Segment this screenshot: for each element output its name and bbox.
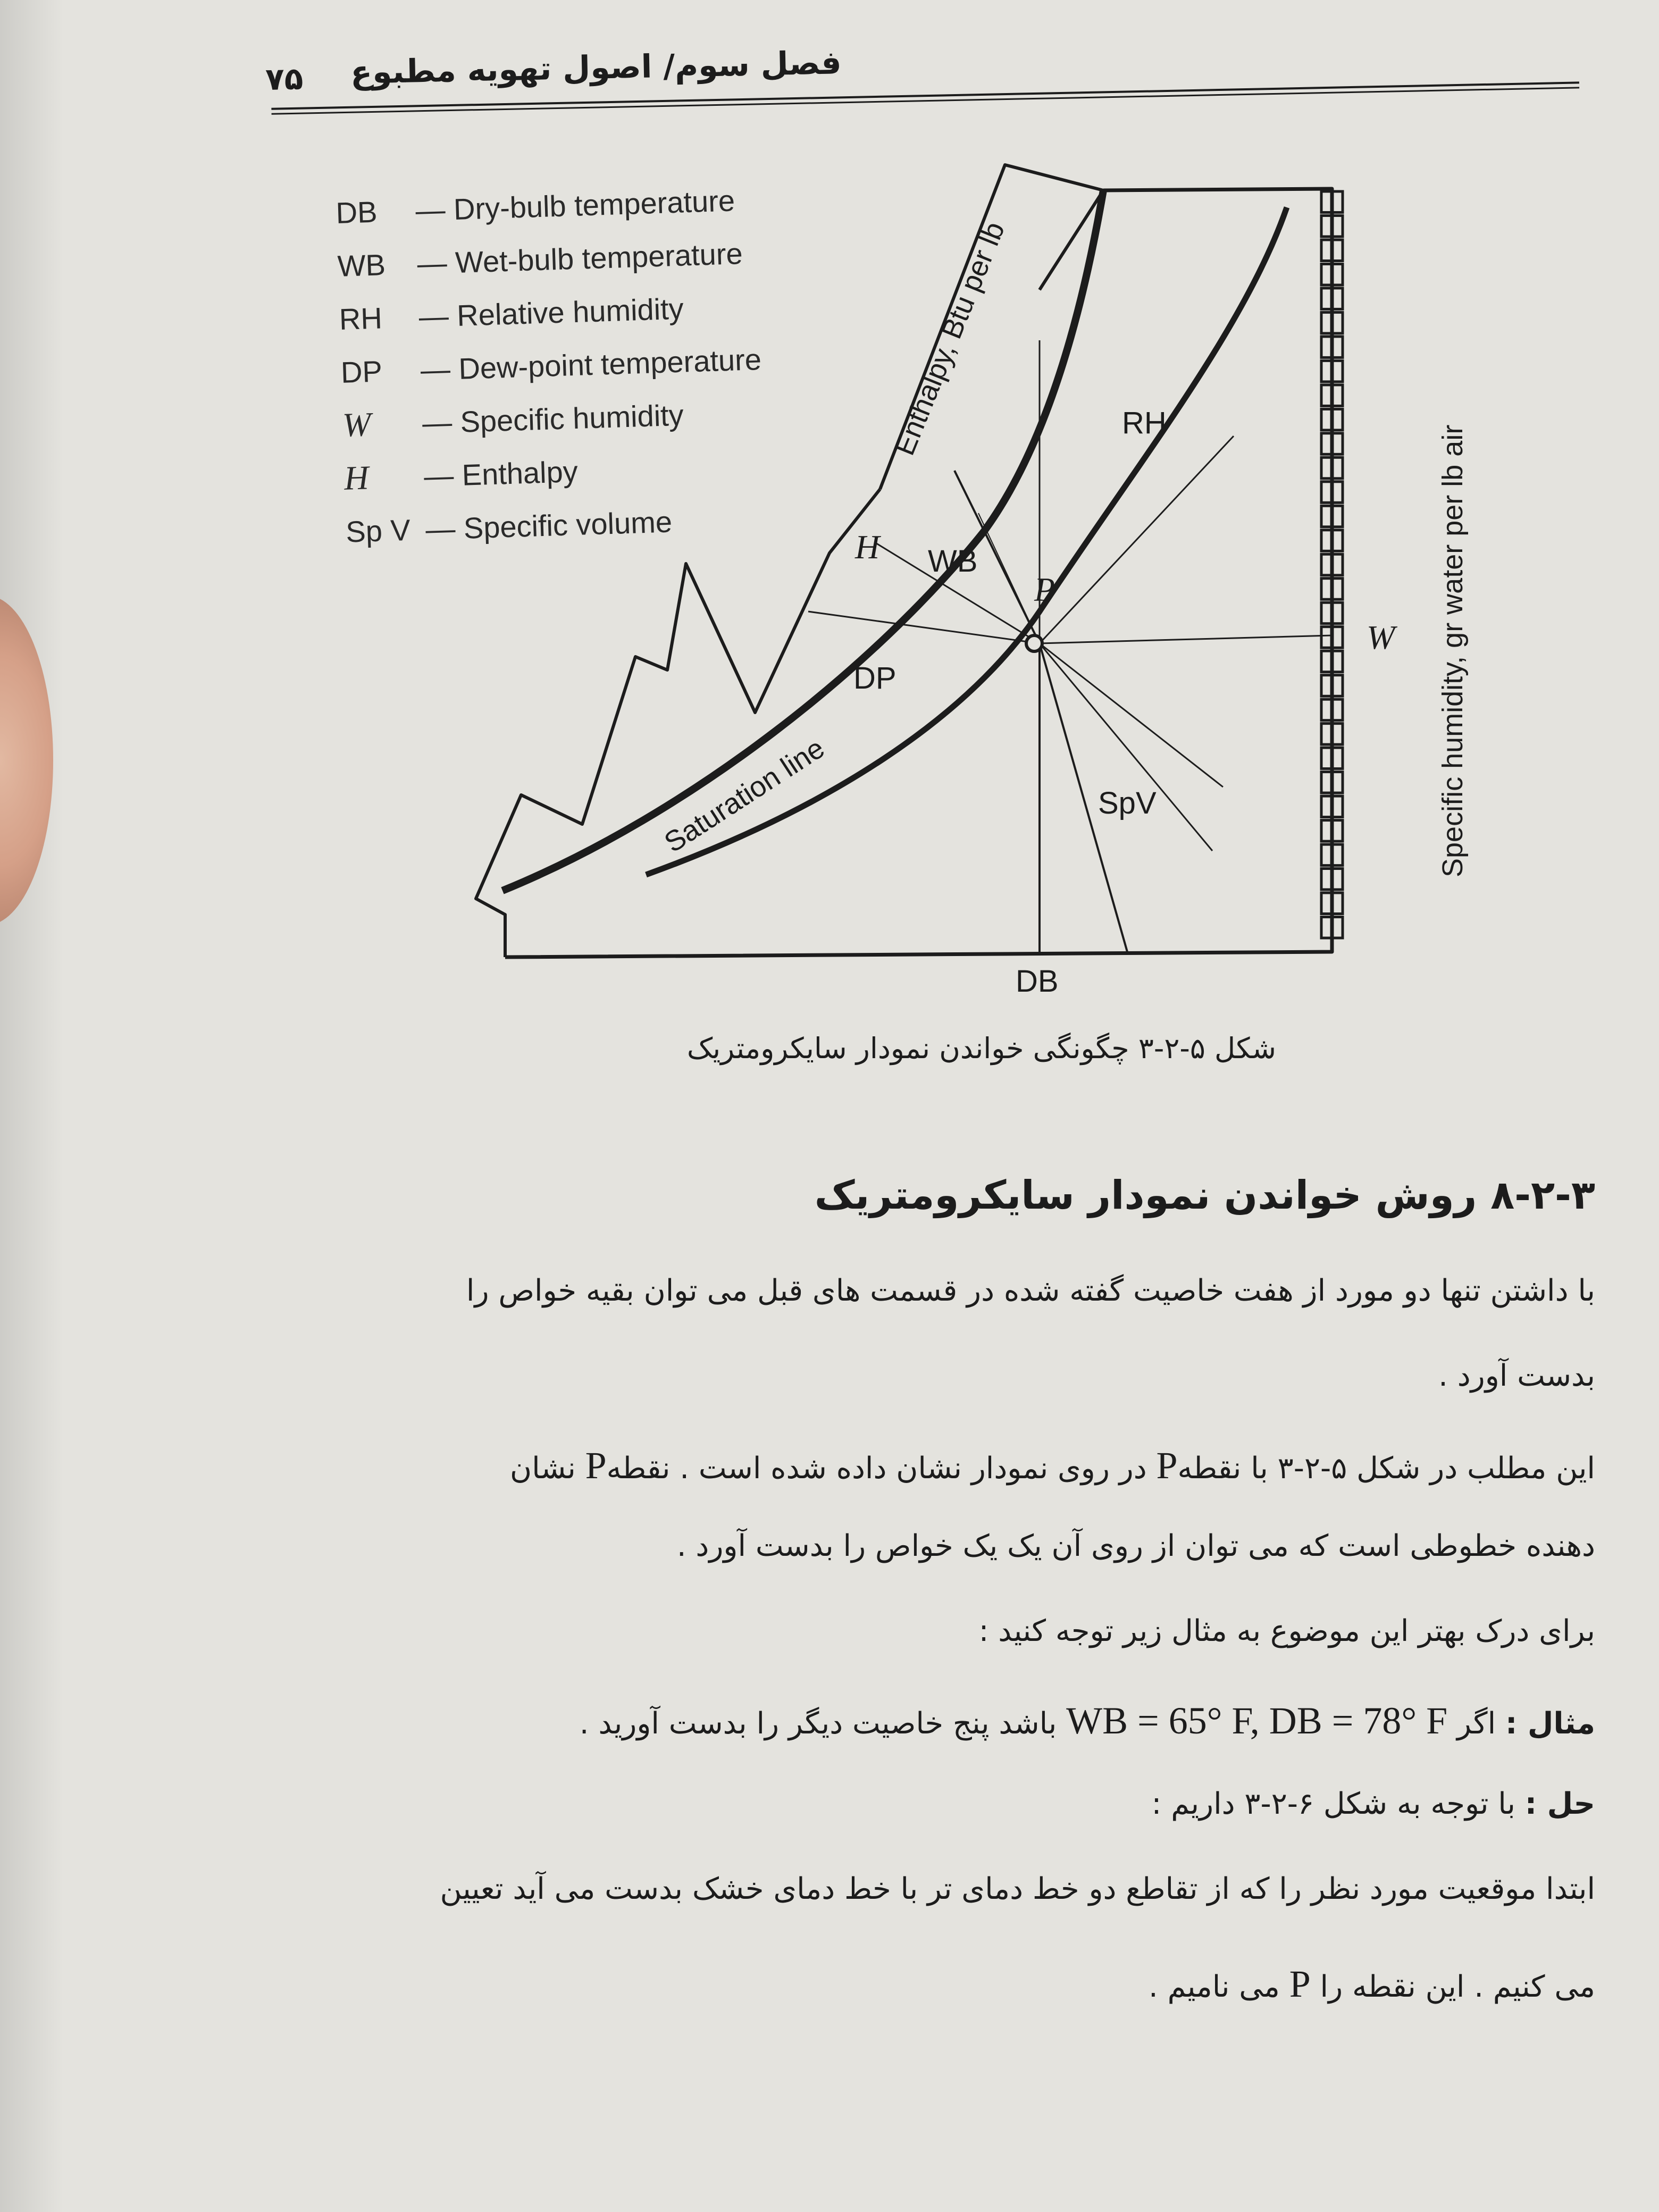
text-run: این مطلب در شکل ۵-۲-۳ با نقطه [1177, 1451, 1595, 1486]
point-p-ref: P [1289, 1963, 1311, 2005]
paragraph-line: با داشتن تنها دو مورد از هفت خاصیت گفته شده در قسمت های قبل می توان بقیه خواص را [466, 1273, 1595, 1308]
point-p [1026, 635, 1042, 651]
legend-label: Enthalpy [461, 454, 579, 492]
legend-label: Specific humidity [459, 398, 684, 439]
text-run: می نامیم . [1149, 1970, 1289, 2004]
text-run: با توجه به شکل ۶-۲-۳ داریم : [1151, 1787, 1525, 1821]
dp-line [808, 611, 1040, 643]
solution-lead: حل : [1524, 1787, 1595, 1821]
diagram-legend [335, 171, 825, 569]
paragraph-line [202, 1444, 1595, 1488]
legend-key: W [342, 405, 372, 444]
label-saturation-line: Saturation line [658, 732, 831, 859]
figure-caption: شکل ۵-۲-۳ چگونگی خواندن نمودار سایکرومتریک [686, 1032, 1276, 1065]
example-lead: مثال : [1505, 1706, 1595, 1741]
legend-key: Sp V [345, 513, 411, 549]
text-run: در روی نمودار نشان داده شده است . نقطه [606, 1451, 1157, 1486]
paragraph-line: بدست آورد . [1438, 1359, 1595, 1393]
legend-key: RH [338, 300, 383, 336]
spv-line-2 [1040, 643, 1223, 787]
legend-dash: — [415, 192, 446, 227]
label-rh: RH [1122, 406, 1167, 440]
text-run: باشد پنج خاصیت دیگر را بدست آورید . [579, 1706, 1067, 1741]
legend-key: WB [337, 247, 386, 283]
chapter-title: فصل سوم/ اصول تهویه مطبوع [350, 44, 842, 91]
point-p-ref: P [1156, 1444, 1178, 1487]
legend-label: Wet-bulb temperature [455, 236, 743, 279]
legend-dash: — [416, 245, 448, 280]
legend-dash: — [422, 405, 453, 440]
legend-dash: — [425, 511, 456, 546]
legend-label: Dew-point temperature [458, 342, 762, 386]
label-enthalpy-axis: Enthalpy, Btu per lb [888, 217, 1011, 460]
label-w: W [1367, 618, 1395, 656]
label-specific-humidity-axis: Specific humidity, gr water per lb air [1437, 424, 1469, 877]
label-p: P [1034, 571, 1055, 608]
legend-key: H [343, 458, 370, 497]
legend-label: Dry-bulb temperature [453, 183, 735, 226]
legend-dash: — [420, 351, 451, 387]
label-h: H [855, 528, 880, 566]
example-line [202, 1699, 1595, 1743]
legend-key: DP [340, 354, 383, 389]
paragraph-line: برای درک بهتر این موضوع به مثال زیر توجه کنید : [978, 1614, 1595, 1648]
solution-line [202, 1787, 1595, 1821]
legend-key: DB [335, 195, 378, 230]
legend-label: Relative humidity [456, 291, 684, 332]
section-heading: ۸-۲-۳ روش خواندن نمودار سایکرومتریک [814, 1172, 1595, 1218]
paragraph-line: ابتدا موقعیت مورد نظر را که از تقاطع دو خط دمای تر با خط دمای خشک بدست می آید تعیین [440, 1872, 1595, 1906]
text-run: اگر [1447, 1706, 1505, 1741]
label-dp: DP [853, 661, 896, 696]
legend-dash: — [423, 458, 455, 493]
paragraph-line [202, 1962, 1595, 2006]
text-run: می کنیم . این نقطه را [1310, 1970, 1595, 2004]
text-run: نشان [510, 1451, 585, 1486]
label-db: DB [1016, 964, 1059, 999]
legend-label: Specific volume [463, 504, 673, 545]
legend-dash: — [418, 298, 449, 333]
label-wb: WB [928, 544, 978, 579]
w-line [1040, 635, 1332, 643]
page-number: ۷۵ [265, 60, 304, 98]
paragraph-line: دهنده خطوطی است که می توان از روی آن یک یک خواص را بدست آورد . [676, 1529, 1595, 1563]
label-spv: SpV [1098, 786, 1157, 820]
example-formula: WB = 65° F, DB = 78° F [1066, 1699, 1448, 1742]
point-p-ref: P [585, 1444, 607, 1487]
